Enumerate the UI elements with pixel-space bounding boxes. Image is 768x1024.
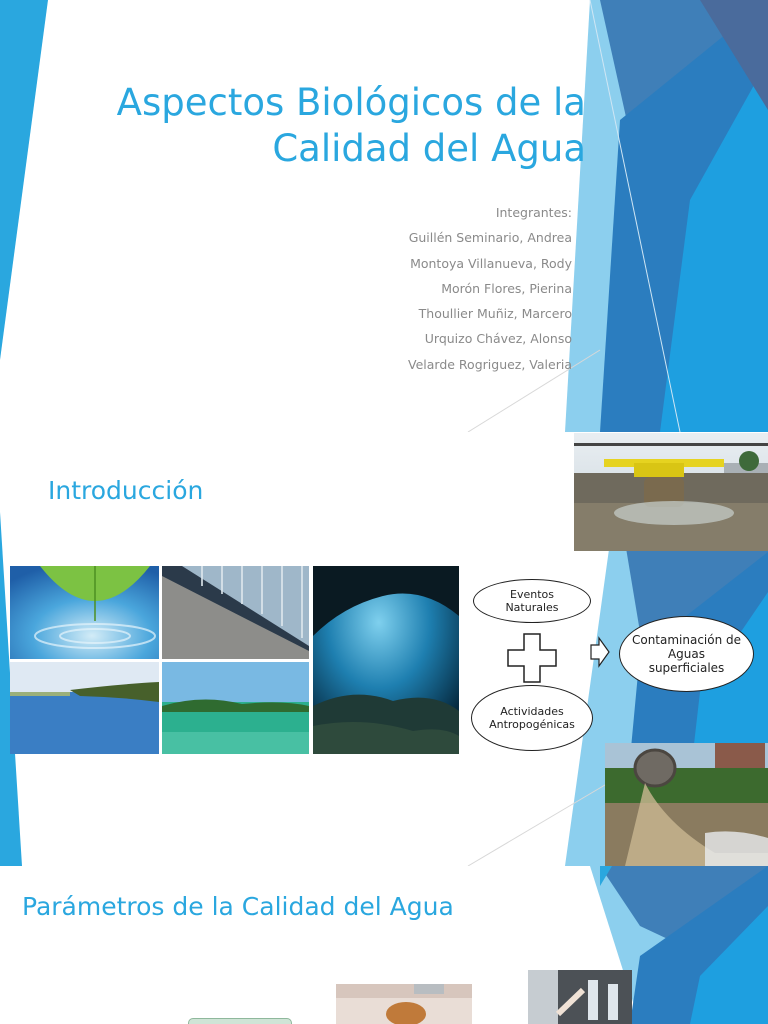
treatment-plant-photo: [574, 433, 768, 551]
member-item: Urquizo Chávez, Alonso: [424, 331, 572, 347]
slide-title: [0, 0, 768, 432]
section-title: Parámetros de la Calidad del Agua: [22, 892, 454, 921]
section-title: Introducción: [48, 476, 204, 505]
plus-icon: [508, 634, 556, 682]
member-item: Velarde Rogriguez, Valeria: [408, 356, 572, 372]
title-line-2: Calidad del Agua: [272, 127, 586, 170]
member-item: Guillén Seminario, Andrea: [408, 230, 572, 246]
members-heading: Integrantes:: [495, 205, 572, 220]
green-box: [188, 1018, 292, 1024]
leaf-water-photo: [10, 566, 159, 659]
cause-label: Actividades Antropogénicas: [489, 705, 575, 731]
presentation-title: [26, 80, 586, 172]
title-line-1: Aspectos Biológicos de la: [116, 81, 586, 124]
waterfall-photo: [162, 566, 309, 659]
slide-decoration: [0, 0, 768, 432]
lab-sample-photo: [528, 970, 632, 1024]
slide-introduccion: [0, 432, 768, 866]
pipe-discharge-photo: [605, 743, 768, 866]
member-item: Thoullier Muñiz, Marcero: [418, 306, 572, 322]
member-item: Morón Flores, Pierina: [441, 280, 572, 296]
cause-human-activities: [471, 685, 593, 751]
cause-label: Eventos Naturales: [505, 588, 559, 614]
member-item: Montoya Villanueva, Rody: [410, 255, 572, 271]
tap-water-photo: [336, 984, 472, 1024]
cause-natural-events: [473, 579, 591, 623]
lagoon-photo: [162, 662, 309, 754]
result-label: Contaminación de Aguas superficiales: [631, 633, 742, 675]
lake-photo: [10, 662, 159, 754]
members-list: [408, 200, 572, 377]
cenote-photo: [313, 566, 459, 754]
slide-parametros: [0, 866, 768, 1024]
result-contamination: [619, 616, 754, 692]
